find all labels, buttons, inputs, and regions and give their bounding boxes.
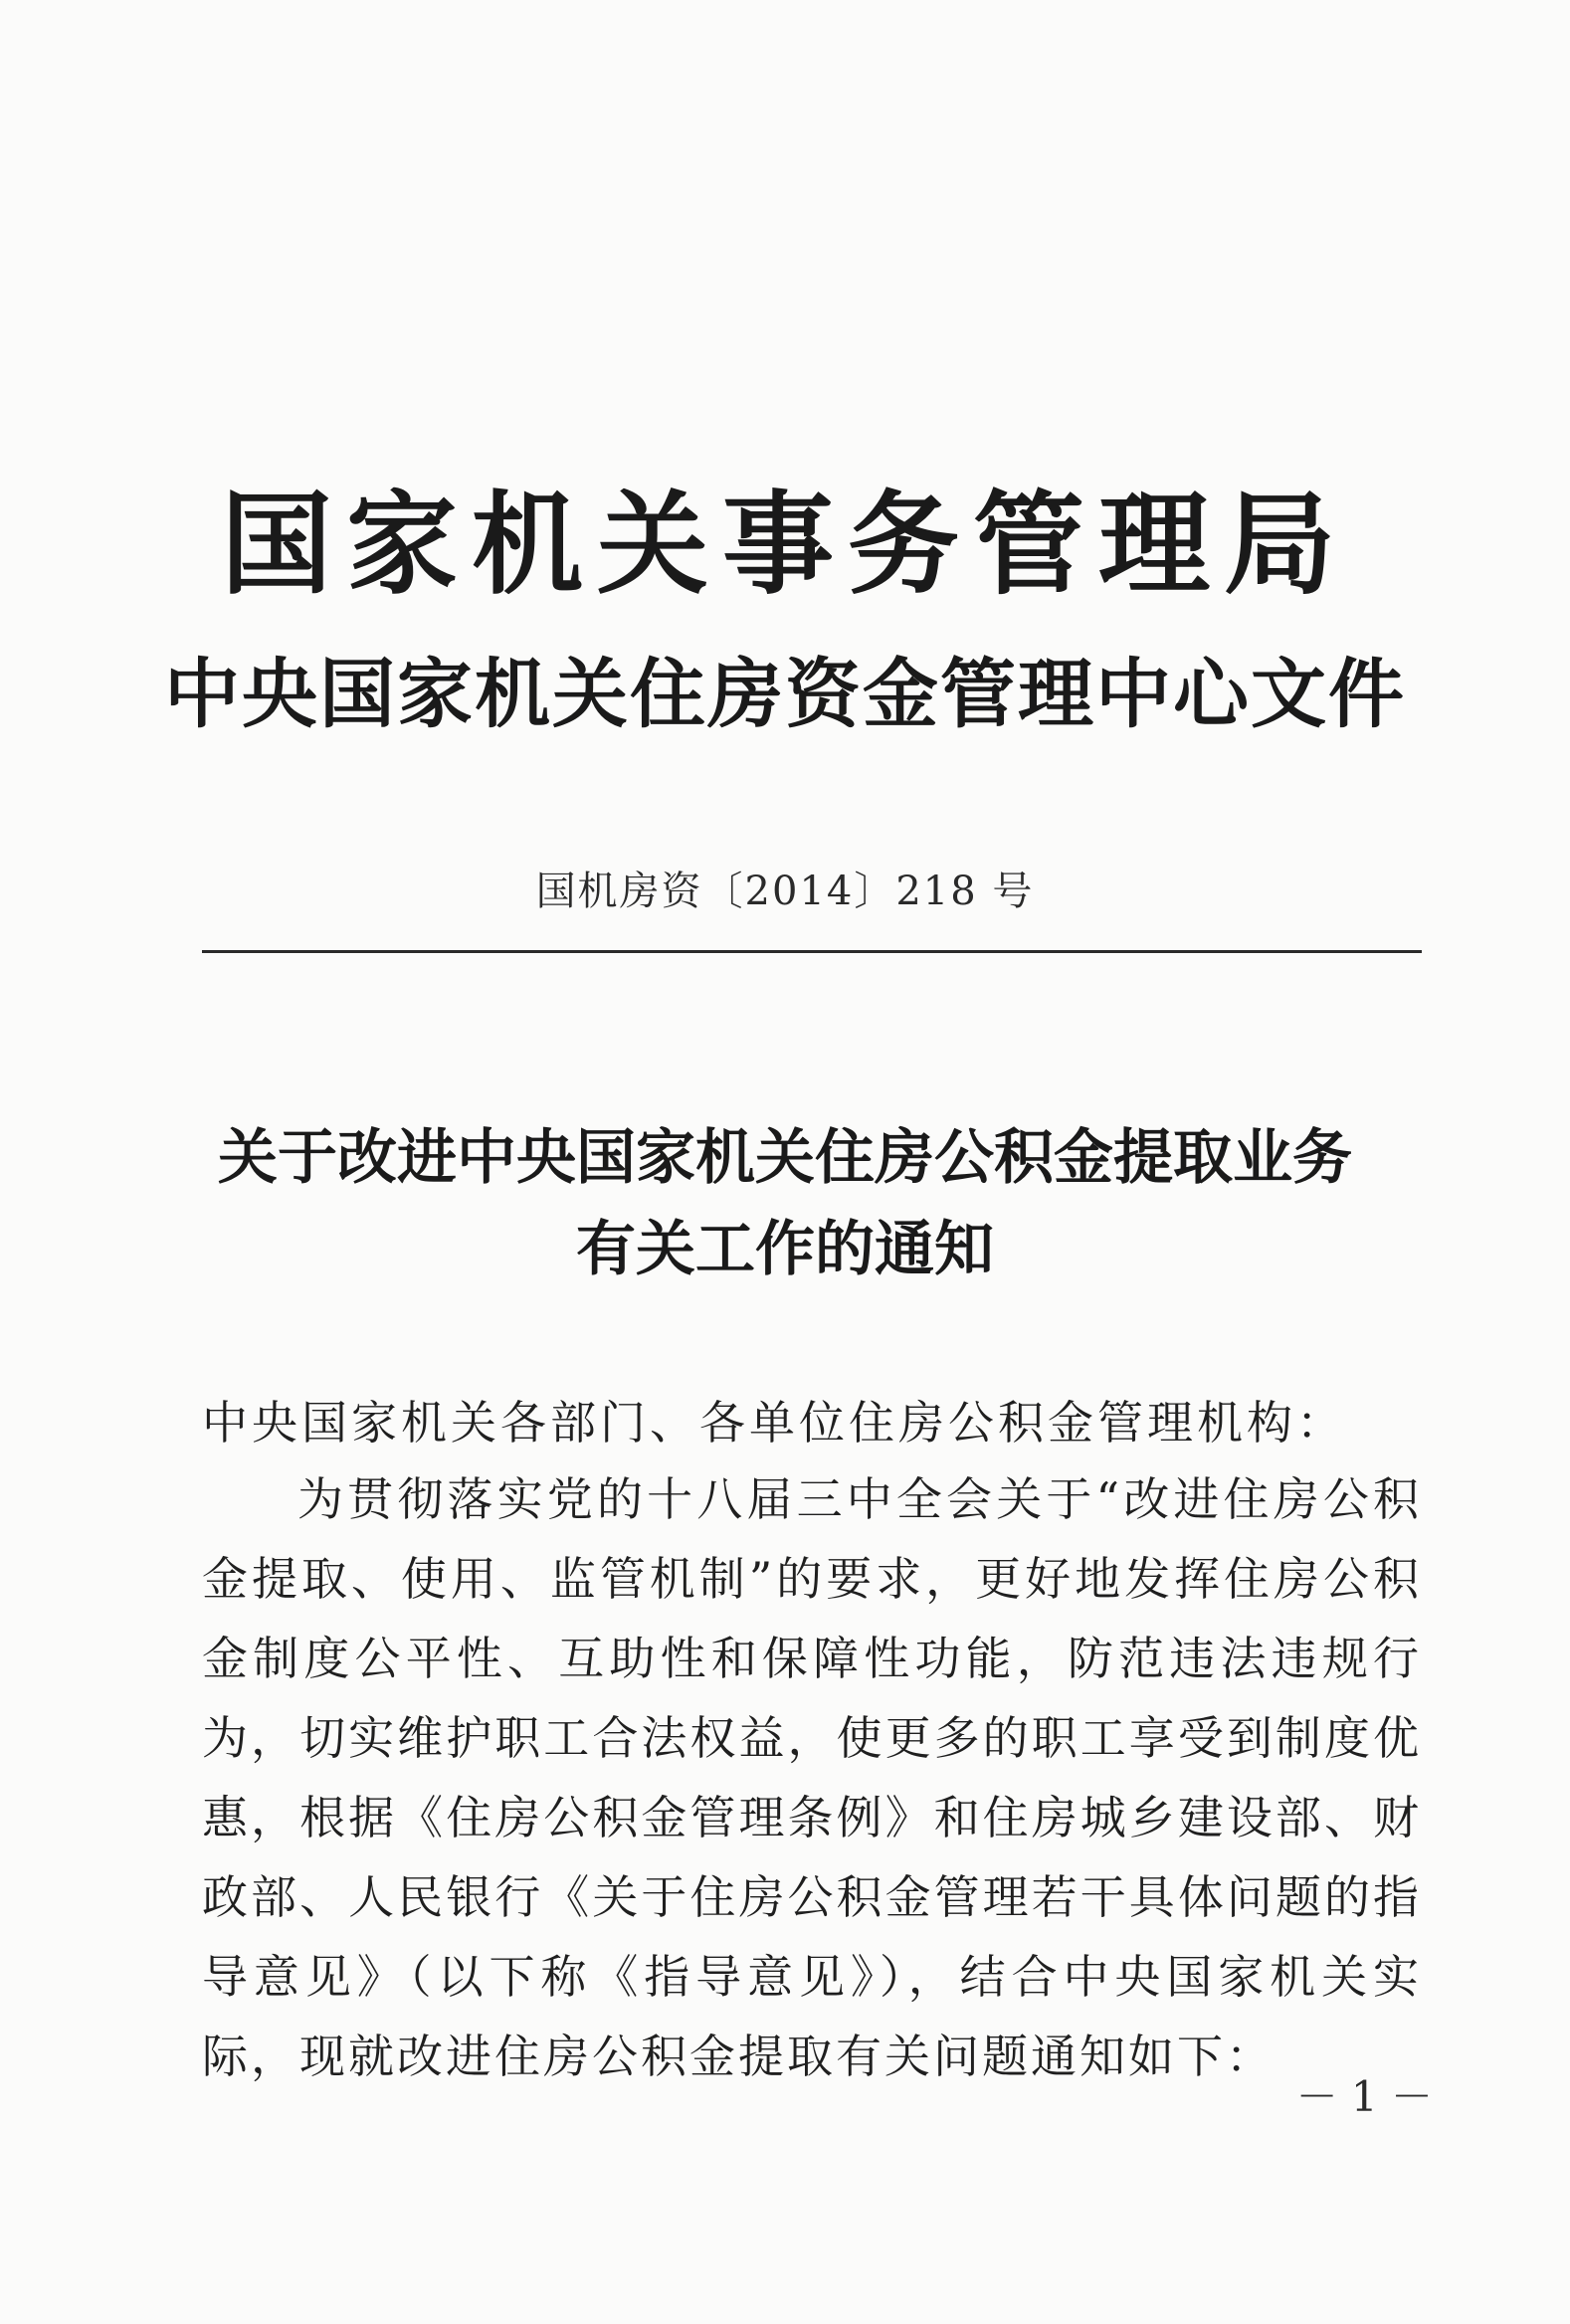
body-paragraph: 为贯彻落实党的十八届三中全会关于“改进住房公积金提取、使用、监管机制”的要求，更好地发挥住房公积金制度公平性、互助性和保障性功能，防范违法违规行为，切实维护职工合法权益，使更多的职工享受到制度优惠，根据《住房公积金管理条例》和住房城乡建设部、财政部、人民银行《关于住房公积金管理若干具体问题的指导意见》（以下称《指导意见》），结合中央国家机关实际，现就改进住房公积金提取有关问题通知如下：	[202, 1472, 1422, 2083]
co-issuer-name: 中央国家机关住房资金管理中心文件	[164, 650, 1406, 738]
document-number: 国机房资〔2014〕218 号	[535, 869, 1035, 914]
title-line-2: 有关工作的通知	[576, 1215, 994, 1284]
title-line-1: 关于改进中央国家机关住房公积金提取业务	[218, 1123, 1352, 1193]
document-title	[0, 1112, 1570, 1295]
issuer-name: 国家机关事务管理局	[221, 480, 1349, 610]
page-number: － 1 －	[1295, 2072, 1433, 2121]
salutation: 中央国家机关各部门、各单位住房公积金管理机构：	[202, 1396, 1346, 1450]
header-divider	[202, 950, 1422, 953]
